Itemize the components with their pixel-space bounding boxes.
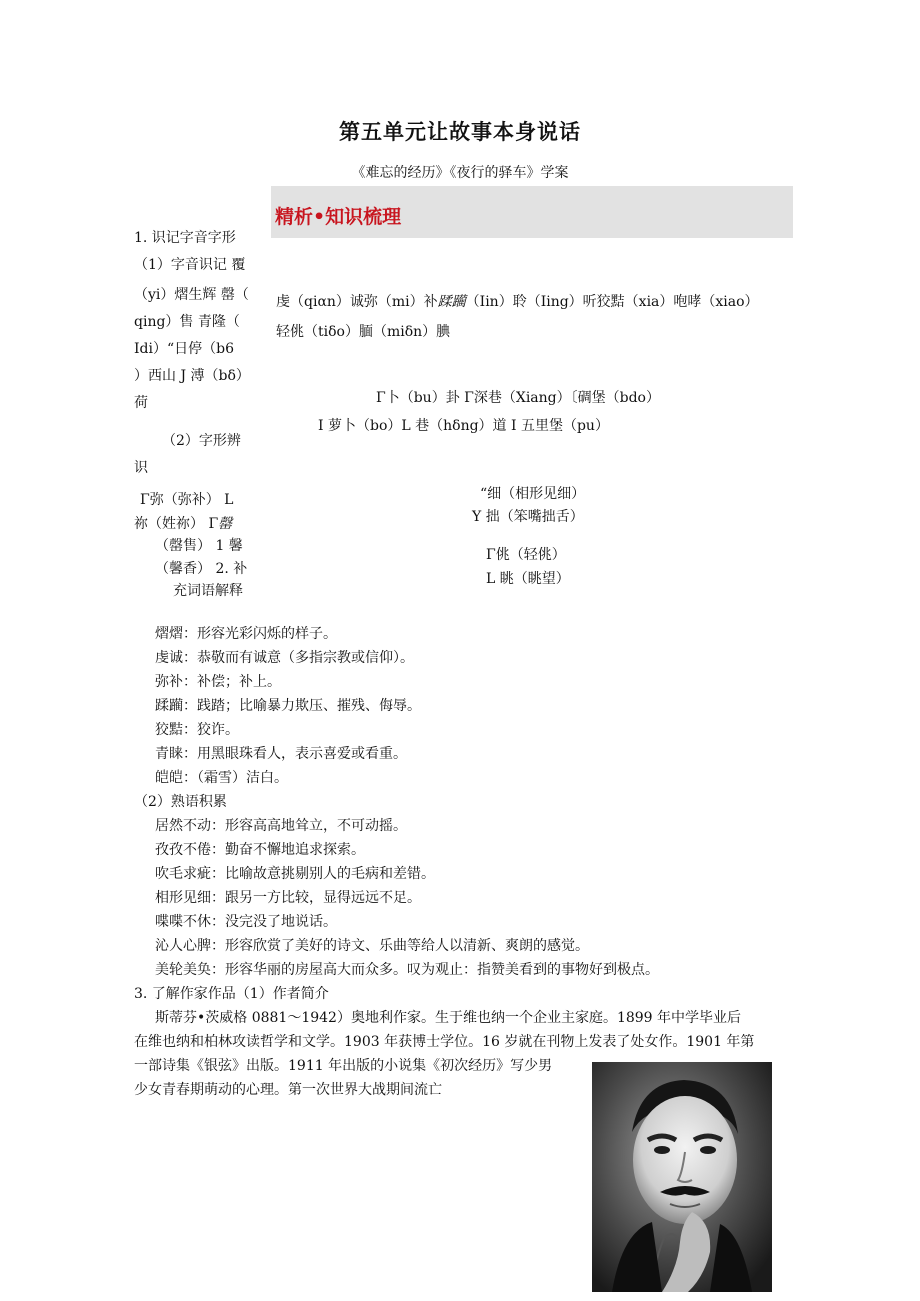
glyph-line: Γ佻（轻佻） bbox=[486, 547, 566, 563]
bio-line: 一部诗集《银弦》出版。1911 年出版的小说集《初次经历》写少男 bbox=[134, 1058, 553, 1074]
author-portrait bbox=[592, 1062, 772, 1292]
left-col-line: 荷 bbox=[134, 395, 148, 411]
left-col-line: Idi）“日停（b6 bbox=[134, 341, 234, 357]
definition-item: 狡黠：狡诈。 bbox=[155, 722, 239, 738]
left-col-line: （1）字音识记 覆 bbox=[134, 257, 246, 273]
left-col-line: 1. 识记字音字形 bbox=[134, 230, 236, 246]
glyph-line: L 眺（眺望） bbox=[486, 571, 570, 587]
banner-title: 精析•知识梳理 bbox=[275, 206, 402, 228]
pron-line: I 萝卜（bo）L 巷（hδng）道 I 五里堡（pu） bbox=[318, 418, 609, 434]
section-banner bbox=[271, 186, 793, 238]
page-subtitle: 《难忘的经历》《夜行的驿车》学案 bbox=[351, 165, 569, 181]
definition-item: 虔诚：恭敬而有诚意（多指宗教或信仰）。 bbox=[155, 650, 414, 666]
pron-text: （Iin）聆（Iing）听狡黠（xia）咆哮（xiao） bbox=[465, 294, 759, 310]
bio-line: 在维也纳和柏林攻读哲学和文学。1903 年获博士学位。16 岁就在刊物上发表了处女作。1901 年第 bbox=[134, 1034, 755, 1050]
bio-line: 斯蒂芬•茨威格 0881～1942）奥地利作家。生于维也纳一个企业主家庭。1899 年中学毕业后 bbox=[155, 1010, 742, 1026]
left-col-line: （2）字形辨 bbox=[162, 433, 241, 449]
page-title: 第五单元让故事本身说话 bbox=[339, 119, 581, 144]
definition-item: 皑皑：（霜雪）洁白。 bbox=[155, 770, 288, 786]
left-col-line: 充词语解释 bbox=[173, 583, 243, 599]
idiom-item: 吹毛求疵：比喻故意挑剔别人的毛病和差错。 bbox=[155, 866, 435, 882]
left-col-line: （馨香） 2. 补 bbox=[155, 561, 248, 577]
pron-line: 轻佻（tiδo）腼（miδn）腆 bbox=[276, 324, 451, 340]
left-col-line: ）西山 J 溥（bδ） bbox=[134, 368, 250, 384]
portrait-image bbox=[592, 1062, 772, 1292]
pron-line: Γ卜（bu）卦 Γ深巷（Xiang）〔碉堡（bdo） bbox=[376, 390, 660, 406]
idioms-heading: （2）熟语积累 bbox=[134, 794, 227, 810]
definition-item: 蹂躏：践踏；比喻暴力欺压、摧残、侮辱。 bbox=[155, 698, 421, 714]
left-col-text: 祢（姓祢） Γ bbox=[134, 516, 219, 532]
idiom-item: 美轮美奂：形容华丽的房屋高大而众多。叹为观止：指赞美看到的事物好到极点。 bbox=[155, 962, 659, 978]
left-col-line bbox=[134, 512, 232, 536]
pron-italic: 蹂躏 bbox=[437, 294, 466, 310]
bio-line: 少女青春期萌动的心理。第一次世界大战期间流亡 bbox=[134, 1082, 442, 1098]
left-col-line: 识 bbox=[134, 460, 148, 476]
definition-item: 青睐：用黑眼珠看人，表示喜爱或看重。 bbox=[155, 746, 407, 762]
left-col-line: qing）售 青隆（ bbox=[134, 314, 240, 330]
left-col-line: （yi）熠生辉 罄（ bbox=[134, 287, 249, 303]
pron-text: 虔（qiαn）诚弥（mi）补 bbox=[276, 294, 438, 310]
definition-item: 弥补：补偿；补上。 bbox=[155, 674, 281, 690]
left-col-italic: 罄 bbox=[218, 516, 233, 532]
left-col-line: Γ弥（弥补） L bbox=[140, 492, 234, 508]
left-col-line: （罄售） 1 馨 bbox=[155, 538, 243, 554]
idiom-item: 孜孜不倦：勤奋不懈地追求探索。 bbox=[155, 842, 365, 858]
glyph-line: “细（相形见细） bbox=[480, 486, 586, 502]
idiom-item: 居然不动：形容高高地耸立，不可动摇。 bbox=[155, 818, 407, 834]
idiom-item: 沁人心脾：形容欣赏了美好的诗文、乐曲等给人以清新、爽朗的感觉。 bbox=[155, 938, 589, 954]
pron-line bbox=[276, 290, 759, 314]
glyph-line: Y 拙（笨嘴拙舌） bbox=[472, 509, 584, 525]
idiom-item: 相形见细：跟另一方比较，显得远远不足。 bbox=[155, 890, 421, 906]
author-heading: 3. 了解作家作品（1）作者简介 bbox=[134, 986, 329, 1002]
definition-item: 熠熠：形容光彩闪烁的样子。 bbox=[155, 626, 337, 642]
idiom-item: 喋喋不休：没完没了地说话。 bbox=[155, 914, 337, 930]
